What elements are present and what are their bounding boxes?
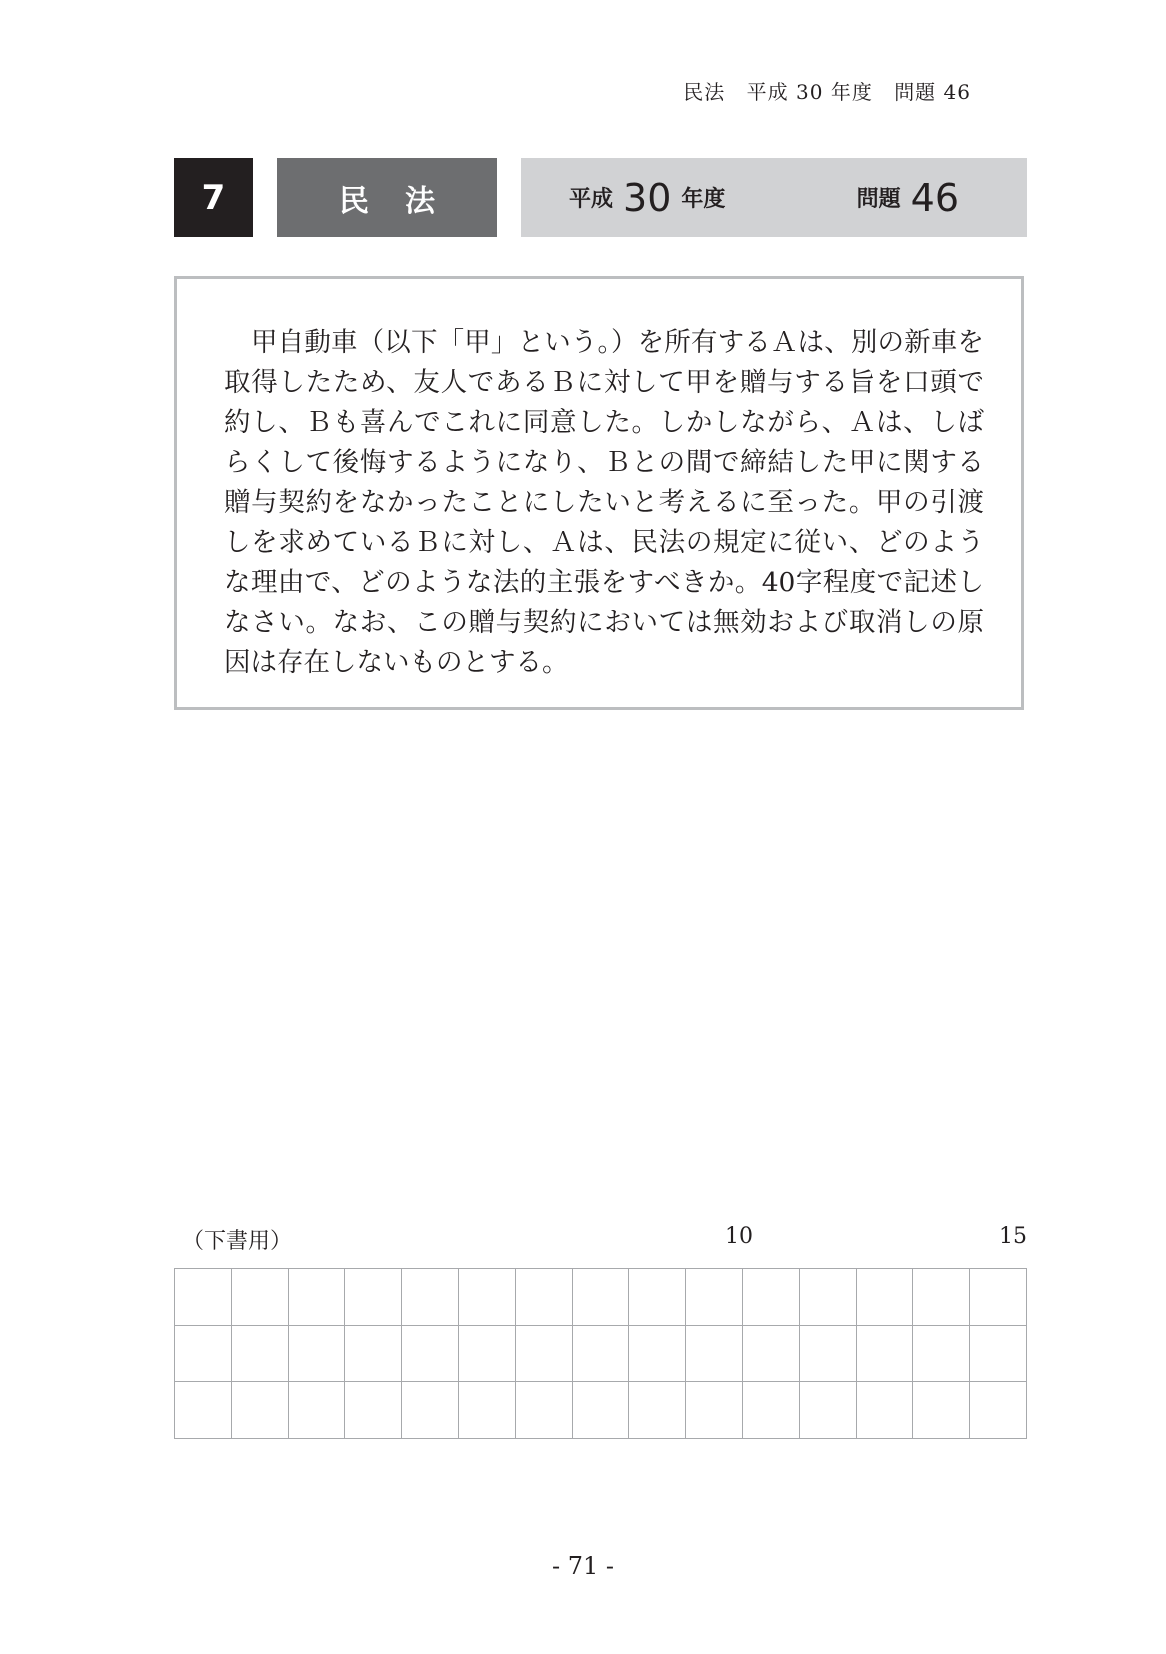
problem-number: 46 xyxy=(910,175,959,220)
grid-cell[interactable] xyxy=(913,1326,970,1383)
problem-group xyxy=(857,158,969,237)
column-marker-10: 10 xyxy=(725,1224,753,1249)
grid-cell[interactable] xyxy=(686,1382,743,1439)
grid-cell[interactable] xyxy=(573,1326,630,1383)
grid-cell[interactable] xyxy=(857,1269,914,1326)
grid-cell[interactable] xyxy=(800,1269,857,1326)
grid-cell[interactable] xyxy=(743,1326,800,1383)
running-header-problem: 問題 46 xyxy=(894,80,971,104)
column-marker-15: 15 xyxy=(999,1224,1027,1249)
year-number: 30 xyxy=(623,175,672,220)
grid-cell[interactable] xyxy=(686,1326,743,1383)
question-box xyxy=(174,276,1024,710)
grid-cell[interactable] xyxy=(459,1382,516,1439)
grid-cell[interactable] xyxy=(516,1382,573,1439)
grid-cell[interactable] xyxy=(402,1382,459,1439)
grid-cell[interactable] xyxy=(743,1269,800,1326)
running-header xyxy=(669,76,971,105)
page-number: - 71 - xyxy=(551,1552,614,1580)
grid-cell[interactable] xyxy=(686,1269,743,1326)
grid-cell[interactable] xyxy=(573,1382,630,1439)
running-header-subject: 民法 xyxy=(683,80,726,104)
year-suffix: 年度 xyxy=(681,187,726,212)
grid-cell[interactable] xyxy=(345,1326,402,1383)
grid-cell[interactable] xyxy=(232,1269,289,1326)
problem-label: 問題 xyxy=(856,187,901,212)
grid-cell[interactable] xyxy=(459,1269,516,1326)
grid-cell[interactable] xyxy=(913,1269,970,1326)
grid-cell[interactable] xyxy=(459,1326,516,1383)
grid-cell[interactable] xyxy=(629,1382,686,1439)
draft-label: （下書用） xyxy=(182,1229,293,1254)
grid-cell[interactable] xyxy=(629,1326,686,1383)
grid-cell[interactable] xyxy=(345,1269,402,1326)
grid-cell[interactable] xyxy=(402,1326,459,1383)
question-text: 甲自動車（以下「甲」という。）を所有するＡは、別の新車を取得したため、友人であるＢに対して甲を贈与する旨を口頭で約し、Ｂも喜んでこれに同意した。しかしながら、Ａは、しばらくして後悔するようになり、Ｂとの間で締結した甲に関する贈与契約をなかったことにしたいと考えるに至った。甲の引渡しを求めているＢに対し、Ａは、民法の規定に従い、どのような理由で、どのような法的主張をすべきか。40字程度で記述しなさい。なお、この贈与契約においては無効および取消しの原因は存在しないものとする。 xyxy=(224,327,984,678)
draft-header xyxy=(174,1224,1027,1254)
grid-cell[interactable] xyxy=(970,1269,1027,1326)
grid-cell[interactable] xyxy=(800,1382,857,1439)
grid-cell[interactable] xyxy=(289,1382,346,1439)
running-header-year: 平成 30 年度 xyxy=(746,80,873,104)
grid-cell[interactable] xyxy=(516,1269,573,1326)
grid-cell[interactable] xyxy=(175,1269,232,1326)
era-label: 平成 xyxy=(569,187,614,212)
grid-cell[interactable] xyxy=(970,1326,1027,1383)
grid-cell[interactable] xyxy=(857,1326,914,1383)
grid-cell[interactable] xyxy=(573,1269,630,1326)
grid-cell[interactable] xyxy=(913,1382,970,1439)
grid-cell[interactable] xyxy=(175,1326,232,1383)
draft-grid xyxy=(174,1268,1027,1439)
grid-cell[interactable] xyxy=(345,1382,402,1439)
grid-cell[interactable] xyxy=(232,1326,289,1383)
grid-cell[interactable] xyxy=(289,1269,346,1326)
grid-cell[interactable] xyxy=(743,1382,800,1439)
grid-cell[interactable] xyxy=(175,1382,232,1439)
grid-cell[interactable] xyxy=(402,1269,459,1326)
subject-title: 民法 xyxy=(277,158,497,237)
title-bar xyxy=(174,158,1027,237)
grid-cell[interactable] xyxy=(857,1382,914,1439)
grid-cell[interactable] xyxy=(516,1326,573,1383)
chapter-number: 7 xyxy=(174,158,253,237)
grid-cell[interactable] xyxy=(800,1326,857,1383)
year-group xyxy=(569,158,725,237)
year-problem-box xyxy=(521,158,1027,237)
grid-cell[interactable] xyxy=(232,1382,289,1439)
grid-cell[interactable] xyxy=(289,1326,346,1383)
grid-cell[interactable] xyxy=(970,1382,1027,1439)
grid-cell[interactable] xyxy=(629,1269,686,1326)
